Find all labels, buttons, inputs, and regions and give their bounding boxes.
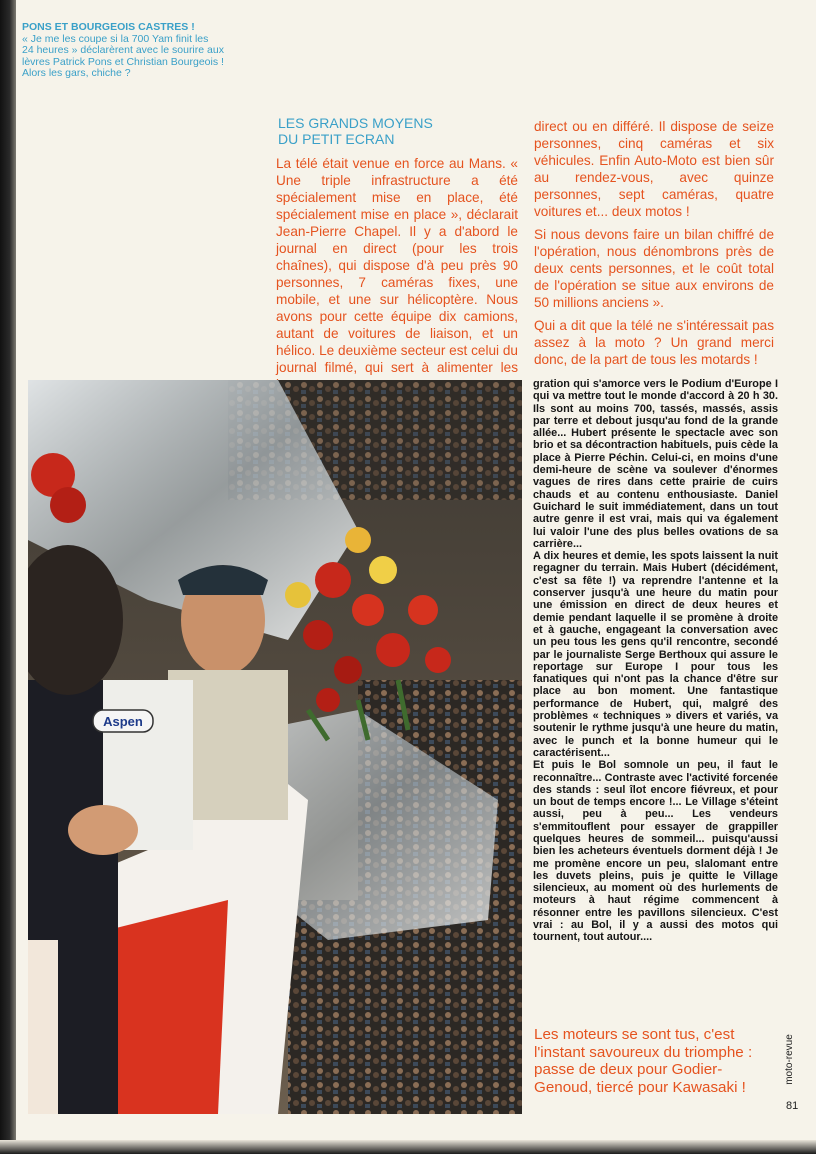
caption-body: « Je me les coupe si la 700 Yam finit les 24 heures » déclarèrent avec le sourire aux lèvres Patrick Pons et Christian Bourgeois ! Alors les gars, chiche ? bbox=[22, 32, 224, 79]
photo-caption-top bbox=[22, 22, 260, 80]
photo-caption-bottom bbox=[534, 1026, 766, 1096]
podium-photo bbox=[28, 380, 522, 1114]
page-binding-edge bbox=[0, 0, 16, 1154]
magazine-name-text: moto-revue bbox=[783, 1034, 795, 1085]
column-right-paragraph-3: Qui a dit que la télé ne s'intéressait pas assez à la moto ? Un grand merci donc, de la part de tous les motards ! bbox=[534, 318, 774, 367]
page-number: 81 bbox=[786, 1100, 799, 1112]
article-paragraph-3: Et puis le Bol somnole un peu, il faut le reconnaître... Contraste avec l'activité forcenée des stands : seul îlot encore fiévreux, et pour un bout de temps encore !... Le Village s'éteint aussi, peu à peu... Les vendeurs s'emmitouflent pour essayer de grappiller quelques heures de sommeil... puisqu'aussi bien les acheteurs éventuels dorment déjà ! Je me promène encore un peu, slalomant entre les duvets pleins, puis je quitte le Village silencieux, au moment où des hurlements de moteurs à haut régime commencent à résonner entre les pavillons silencieux. C'est vrai : au Bol, il y a aussi des motos qui tournent, tout autour.... bbox=[533, 759, 778, 944]
column-left-paragraph: La télé était venue en force au Mans. « Une triple infrastructure a été spécialement mise en place, été spécialement mise en place », déclarait Jean-Pierre Chapel. Il y a d'abord le journal en direct (pour les trois chaînes), qui dispose d'à peu près 90 personnes, 7 caméras fixes, une mobile, et une sur hélicoptère. Nous avons pour cette équipe dix camions, autant de voitures de liaison, et un hélico. Le deuxième secteur est celui du journal filmé, qui sert à alimenter les bbox=[276, 156, 518, 375]
article-paragraph-1: gration qui s'amorce vers le Podium d'Europe I qui va mettre tout le monde d'accord à 20 h 30. Ils sont au moins 700, tassés, massés, assis par terre et debout jusqu'au fond de la grande allée... Hubert présente le spectacle avec son brio et sa décontraction habituels, puis cède la place à Pierre Péchin. Celui-ci, en moins d'une demi-heure de scène va soulever d'énormes vagues de rires dans cette prairie de cuirs chauds et au contenu enthousiaste. Daniel Guichard le suit immédiatement, dans un tout autre genre il est vrai, mais qui va également lui valoir l'une des plus belles ovations de sa carrière... bbox=[533, 378, 778, 550]
column-right bbox=[534, 118, 774, 374]
magazine-name bbox=[783, 1030, 800, 1090]
column-right-paragraph-1: direct ou en différé. Il dispose de seize personnes, cinq caméras et six véhicules. Enfin Auto-Moto est bien sûr au rendez-vous, avec quinze personnes, sept caméras, quatre voitures et... deux motos ! bbox=[534, 119, 774, 219]
section-title: LES GRANDS MOYENS DU PETIT ECRAN bbox=[278, 115, 433, 147]
bottom-caption-text: Les moteurs se sont tus, c'est l'instant savoureux du triomphe : passe de deux pour Godier-Genoud, tiercé pour Kawasaki ! bbox=[534, 1026, 753, 1096]
caption-title: PONS ET BOURGEOIS CASTRES ! bbox=[22, 21, 195, 33]
column-left bbox=[276, 155, 518, 393]
article-column bbox=[533, 378, 778, 944]
page-bottom-edge bbox=[0, 1140, 816, 1154]
aspen-sponsor-label: Aspen bbox=[103, 714, 143, 729]
article-paragraph-2: A dix heures et demie, les spots laissent la nuit regagner du terrain. Mais Hubert (décidément, c'est sa fête !) va reprendre l'antenne et la conserver jusqu'à une heure du matin pour une émission en direct de deux heures et demie pendant laquelle il se promène à droite et à gauche, engageant la conversation avec un peu tous les gens qu'il rencontre, secondé par le journaliste Serge Berthoux qui assure le reportage sur Europe I pour tous les fanatiques qui n'ont pas la chance d'être sur place au bon moment. Une fantastique performance de Hubert, qui, malgré des problèmes « techniques » divers et variés, va soutenir le rythme jusqu'à une heure du matin, avec le punch et la bonne humeur qui le caractérisent... bbox=[533, 550, 778, 759]
column-right-paragraph-2: Si nous devons faire un bilan chiffré de l'opération, nous dénombrons près de deux cents personnes, et le coût total de l'opération se situe aux environs de 50 millions anciens ». bbox=[534, 227, 774, 310]
